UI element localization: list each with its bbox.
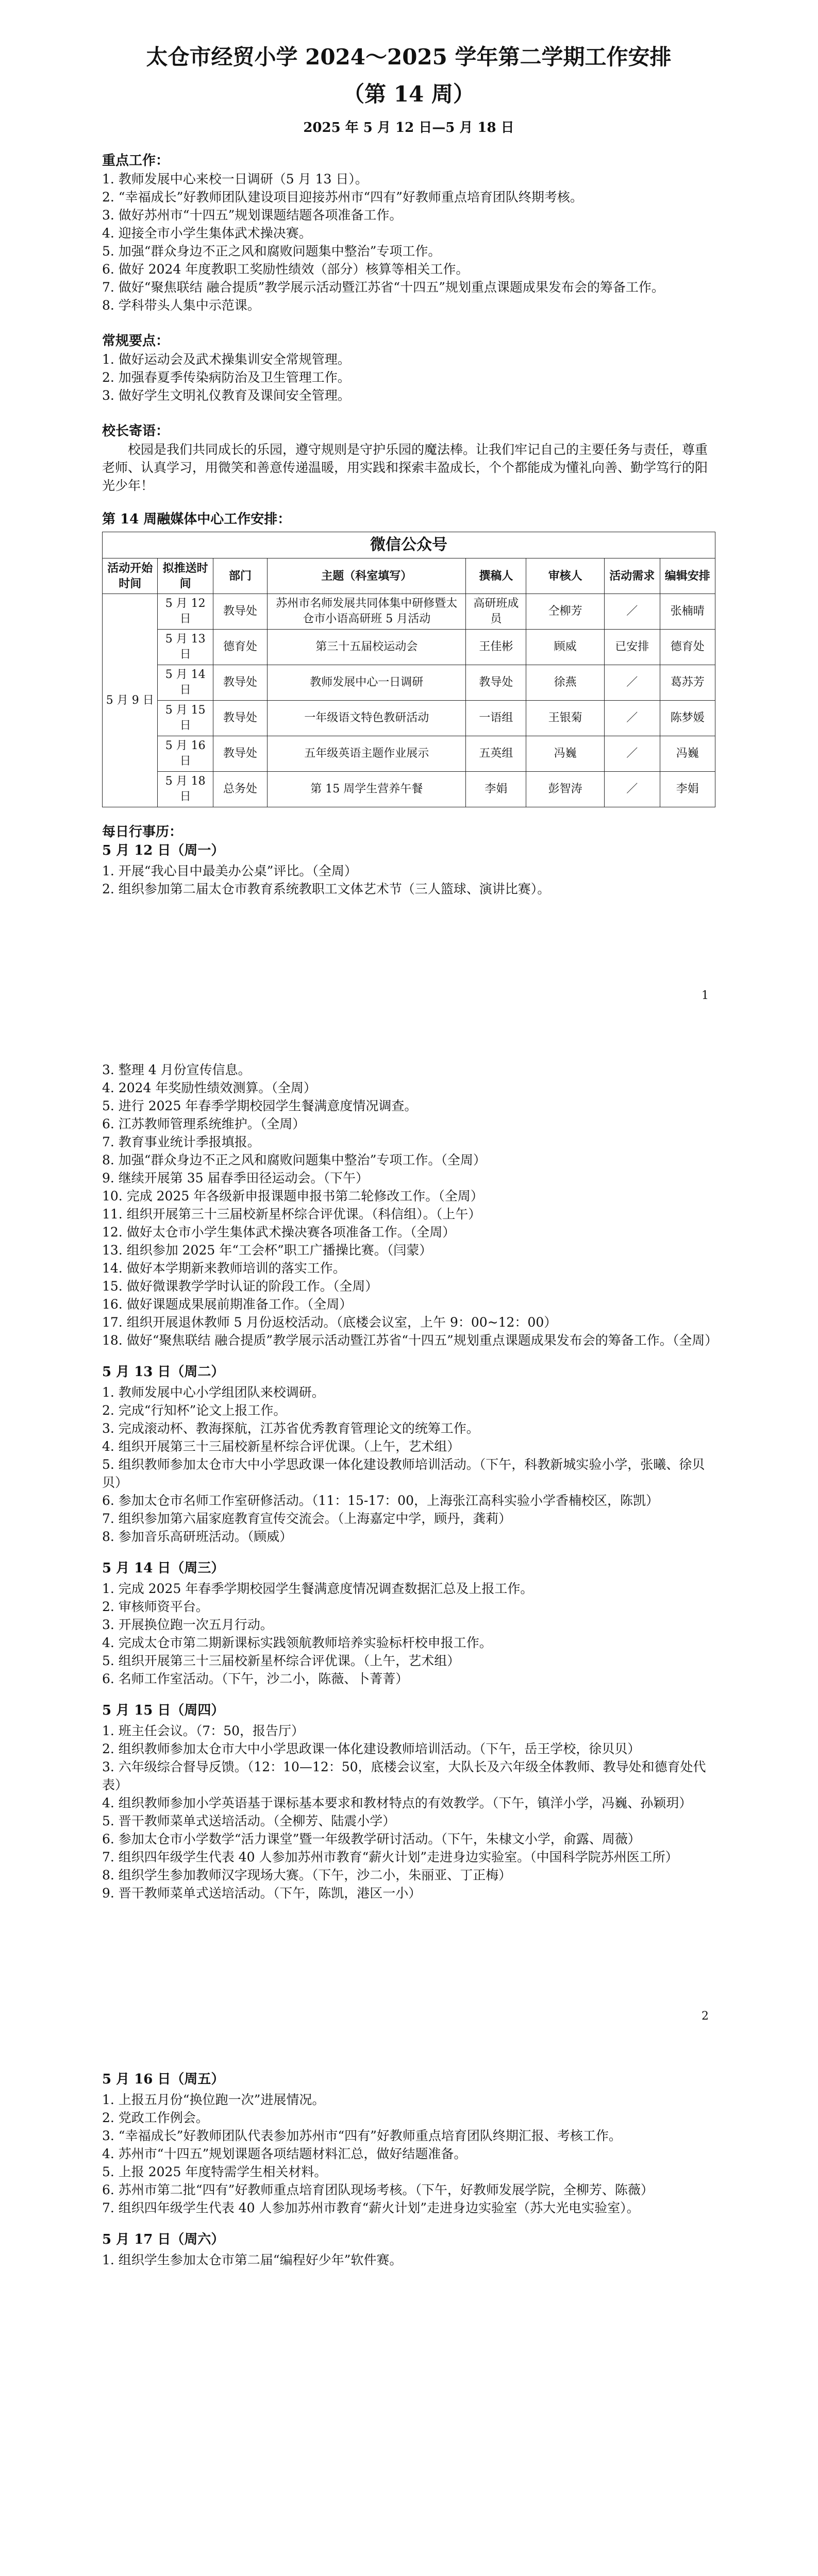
key-work-heading: 重点工作： [102,153,170,168]
table-cell: 教导处 [466,665,526,701]
saturday-list [102,2251,715,2269]
list-item: 5. 组织教师参加太仓市大中小学思政课一体化建设教师培训活动。（下午，科教新城实验小学，张曦、徐贝贝） [102,1457,705,1490]
media-schedule-table [102,532,715,807]
daily-schedule-heading: 每日行事历： [102,824,183,840]
wednesday-list [102,1580,715,1688]
list-item: 1. 开展“我心目中最美办公桌”评比。（全周） [102,863,357,878]
day-heading-monday: 5 月 12 日（周一） [102,843,225,858]
list-item: 9. 晋干教师菜单式送培活动。（下午，陈凯，港区一小） [102,1886,422,1901]
table-cell: 彭智涛 [526,772,605,807]
list-item: 7. 组织四年级学生代表 40 人参加苏州市教育“薪火计划”走进身边实验室（苏大光电实验室）。 [102,2200,640,2215]
table-cell: 5 月 15 日 [158,701,213,736]
list-item: 1. 教师发展中心来校一日调研（5 月 13 日）。 [102,172,368,187]
principal-message-section [102,422,715,495]
list-item: 3. 完成滚动杯、教海探航，江苏省优秀教育管理论文的统筹工作。 [102,1421,479,1436]
list-item: 5. 晋干教师菜单式送培活动。（全柳芳、陆震小学） [102,1814,396,1828]
list-item: 4. 迎接全市小学生集体武术操决赛。 [102,226,312,241]
table-cell: ／ [605,736,660,772]
table-cell: 教导处 [213,594,267,630]
table-cell: 五年级英语主题作业展示 [268,736,466,772]
day-heading-friday: 5 月 16 日（周五） [102,2072,225,2087]
list-item: 2. 组织教师参加太仓市大中小学思政课一体化建设教师培训活动。（下午，岳王学校，徐贝贝） [102,1741,641,1756]
table-cell: 总务处 [213,772,267,807]
table-row [103,772,715,807]
monday-continued [102,1061,718,1902]
daily-schedule-section [102,823,715,898]
list-item: 3. “幸福成长”好教师团队代表参加苏州市“四有”好教师重点培育团队终期汇报、考核工作。 [102,2128,622,2143]
table-cell: 李娟 [466,772,526,807]
list-item: 1. 组织学生参加太仓市第二届“编程好少年”软件赛。 [102,2252,403,2267]
date-range: 2025 年 5 月 12 日—5 月 18 日 [303,120,514,135]
friday-list [102,2091,715,2217]
list-item: 7. 组织四年级学生代表 40 人参加苏州市教育“薪火计划”走进身边实验室。（中国科学院苏州医工所） [102,1850,678,1865]
thursday-list [102,1722,715,1902]
column-header: 撰稿人 [466,558,526,594]
list-item: 1. 完成 2025 年春季学期校园学生餐满意度情况调查数据汇总及上报工作。 [102,1581,533,1596]
table-row [103,736,715,772]
friday-saturday-section [102,2070,715,2269]
table-row [103,665,715,701]
table-cell: ／ [605,772,660,807]
table-cell: 苏州市名师发展共同体集中研修暨太仓市小语高研班 5 月活动 [268,594,466,630]
table-row [103,701,715,736]
list-item: 7. 做好“聚焦联结 融合提质”教学展示活动暨江苏省“十四五”规划重点课题成果发布会的筹备工作。 [102,280,664,295]
column-header: 部门 [213,558,267,594]
column-header: 活动开始时间 [103,558,158,594]
list-item: 2. 组织参加第二届太仓市教育系统教职工文体艺术节（三人篮球、演讲比赛）。 [102,882,550,896]
table-cell: 陈梦媛 [660,701,715,736]
table-cell: 徐燕 [526,665,605,701]
list-item: 5. 组织开展第三十三届校新星杯综合评优课。（上午，艺术组） [102,1653,460,1668]
list-item: 2. 加强春夏季传染病防治及卫生管理工作。 [102,370,350,385]
table-row [103,630,715,665]
table-cell: 教导处 [213,701,267,736]
table-cell: 五英组 [466,736,526,772]
list-item: 8. 学科带头人集中示范课。 [102,298,260,313]
list-item: 6. 苏州市第二批“四有”好教师重点培育团队现场考核。（下午，好教师发展学院，全柳芳、陈薇） [102,2182,654,2197]
table-cell: ／ [605,594,660,630]
tuesday-list [102,1383,715,1546]
list-item: 8. 加强“群众身边不正之风和腐败问题集中整治”专项工作。（全周） [102,1153,486,1167]
table-cell: 冯巍 [526,736,605,772]
document-title: 太仓市经贸小学 2024～2025 学年第二学期工作安排 [146,44,672,70]
table-cell: 李娟 [660,772,715,807]
principal-message-text: 校园是我们共同成长的乐园，遵守规则是守护乐园的魔法棒。让我们牢记自己的主要任务与责任，尊重老师、认真学习，用微笑和善意传递温暖，用实践和探索丰盈成长，个个都能成为懂礼向善、勤学笃行的阳光少年！ [102,442,708,493]
list-item: 11. 组织开展第三十三届校新星杯综合评优课。（科信组）。（上午） [102,1207,481,1222]
list-item: 6. 做好 2024 年度教职工奖励性绩效（部分）核算等相关工作。 [102,262,469,277]
list-item: 2. 党政工作例会。 [102,2110,209,2125]
key-work-list [102,170,715,314]
list-item: 4. 组织开展第三十三届校新星杯综合评优课。（上午，艺术组） [102,1439,460,1454]
day-heading-thursday: 5 月 15 日（周四） [102,1703,225,1718]
table-cell: ／ [605,701,660,736]
table-cell: 顾威 [526,630,605,665]
day-heading-saturday: 5 月 17 日（周六） [102,2232,225,2247]
list-item: 16. 做好课题成果展前期准备工作。（全周） [102,1297,353,1312]
column-header: 审核人 [526,558,605,594]
list-item: 4. 2024 年奖励性绩效测算。（全周） [102,1080,316,1095]
day-heading-wednesday: 5 月 14 日（周三） [102,1561,225,1576]
table-cell: 5 月 12 日 [158,594,213,630]
table-cell: 一语组 [466,701,526,736]
table-cell: 德育处 [660,630,715,665]
list-item: 3. 六年级综合督导反馈。（12：10—12：50，底楼会议室，大队长及六年级全体教师、教导处和德育处代表） [102,1759,706,1792]
table-cell: ／ [605,665,660,701]
list-item: 5. 进行 2025 年春季学期校园学生餐满意度情况调查。 [102,1098,418,1113]
list-item: 1. 做好运动会及武术操集训安全常规管理。 [102,352,350,367]
list-item: 3. 做好苏州市“十四五”规划课题结题各项准备工作。 [102,208,403,223]
table-cell: 王佳彬 [466,630,526,665]
table-cell: 已安排 [605,630,660,665]
document-subtitle: （第 14 周） [343,81,475,107]
list-item: 18. 做好“聚焦联结 融合提质”教学展示活动暨江苏省“十四五”规划重点课题成果发布会的筹备工作。（全周） [102,1333,718,1348]
list-item: 8. 组织学生参加教师汉字现场大赛。（下午，沙二小，朱丽亚、丁正梅） [102,1868,512,1883]
table-cell: 教导处 [213,665,267,701]
list-item: 6. 江苏教师管理系统维护。（全周） [102,1116,306,1131]
table-header-row [103,558,715,594]
list-item: 9. 继续开展第 35 届春季田径运动会。（下午） [102,1171,369,1185]
list-item: 4. 完成太仓市第二期新课标实践领航教师培养实验标杆校申报工作。 [102,1635,492,1650]
list-item: 7. 教育事业统计季报填报。 [102,1134,260,1149]
list-item: 2. 审核师资平台。 [102,1599,209,1614]
list-item: 17. 组织开展退休教师 5 月份返校活动。（底楼会议室，上午 9：00~12：00） [102,1315,557,1330]
list-item: 13. 组织参加 2025 年“工会杯”职工广播操比赛。（闫蒙） [102,1243,432,1258]
media-center-heading: 第 14 周融媒体中心工作安排： [102,512,291,527]
monday-list [102,862,715,898]
page-number: 1 [702,989,709,1002]
table-title: 微信公众号 [103,532,715,558]
table-cell: 教导处 [213,736,267,772]
key-work-section [102,151,715,314]
list-item: 6. 名师工作室活动。（下午，沙二小，陈薇、卜菁菁） [102,1671,409,1686]
list-item: 8. 参加音乐高研班活动。（顾威） [102,1529,293,1544]
column-header: 编辑安排 [660,558,715,594]
table-cell: 教师发展中心一日调研 [268,665,466,701]
table-cell: 德育处 [213,630,267,665]
page-2 [0,1020,818,2039]
page-number: 2 [702,2010,709,2023]
list-item: 4. 苏州市“十四五”规划课题各项结题材料汇总，做好结题准备。 [102,2146,467,2161]
column-header: 活动需求 [605,558,660,594]
table-cell: 高研班成员 [466,594,526,630]
monday-list-continued [102,1061,718,1349]
routine-work-section [102,332,715,404]
list-item: 2. “幸福成长”好教师团队建设项目迎接苏州市“四有”好教师重点培育团队终期考核。 [102,190,583,205]
list-item: 5. 上报 2025 年度特需学生相关材料。 [102,2164,327,2179]
column-header: 拟推送时间 [158,558,213,594]
table-cell: 5 月 18 日 [158,772,213,807]
list-item: 12. 做好太仓市小学生集体武术操决赛各项准备工作。（全周） [102,1225,456,1240]
list-item: 3. 开展换位跑一次五月行动。 [102,1617,273,1632]
table-cell: 5 月 14 日 [158,665,213,701]
list-item: 1. 教师发展中心小学组团队来校调研。 [102,1385,325,1400]
table-cell: 第 15 周学生营养午餐 [268,772,466,807]
column-header: 主题（科室填写） [268,558,466,594]
table-cell: 5 月 16 日 [158,736,213,772]
table-cell: 5 月 9 日 [103,594,158,807]
day-heading-tuesday: 5 月 13 日（周二） [102,1364,225,1380]
list-item: 1. 班主任会议。（7：50，报告厅） [102,1723,305,1738]
list-item: 4. 组织教师参加小学英语基于课标基本要求和教材特点的有效教学。（下午，镇洋小学，冯巍、孙颖玥） [102,1795,692,1810]
table-cell: 葛苏芳 [660,665,715,701]
list-item: 2. 完成“行知杯”论文上报工作。 [102,1403,287,1418]
table-row [103,594,715,630]
list-item: 5. 加强“群众身边不正之风和腐败问题集中整治”专项工作。 [102,244,441,259]
media-center-section [102,510,715,807]
table-cell: 张楠晴 [660,594,715,630]
page-1 [0,0,818,1020]
routine-work-heading: 常规要点： [102,333,170,349]
list-item: 3. 整理 4 月份宣传信息。 [102,1062,251,1077]
table-cell: 5 月 13 日 [158,630,213,665]
list-item: 7. 组织参加第六届家庭教育宣传交流会。（上海嘉定中学，顾丹，龚莉） [102,1511,512,1526]
routine-work-list [102,350,715,404]
table-cell: 冯巍 [660,736,715,772]
list-item: 6. 参加太仓市小学数学“活力课堂”暨一年级教学研讨活动。（下午，朱棣文小学，俞露、周薇） [102,1832,641,1846]
table-cell: 仝柳芳 [526,594,605,630]
table-cell: 一年级语文特色教研活动 [268,701,466,736]
list-item: 6. 参加太仓市名师工作室研修活动。（11：15-17：00，上海张江高科实验小学香楠校区，陈凯） [102,1493,659,1508]
principal-message-heading: 校长寄语： [102,423,170,439]
list-item: 1. 上报五月份“换位跑一次”进展情况。 [102,2092,325,2107]
list-item: 10. 完成 2025 年各级新申报课题申报书第二轮修改工作。（全周） [102,1189,483,1204]
list-item: 14. 做好本学期新来教师培训的落实工作。 [102,1261,346,1276]
page-3 [0,2039,818,2576]
table-cell: 第三十五届校运动会 [268,630,466,665]
list-item: 3. 做好学生文明礼仪教育及课间安全管理。 [102,388,350,403]
table-cell: 王银菊 [526,701,605,736]
list-item: 15. 做好微课教学学时认证的阶段工作。（全周） [102,1279,378,1294]
